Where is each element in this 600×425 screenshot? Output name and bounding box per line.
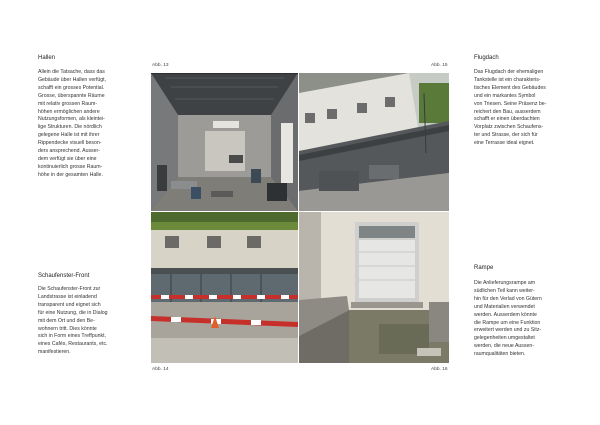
heading-schaufenster-front: Schaufenster-Front bbox=[38, 273, 90, 279]
caption-abb-14: Abb. 14 bbox=[152, 367, 169, 372]
caption-abb-16: Abb. 16 bbox=[431, 367, 448, 372]
text-flugdach: Das Flugdach der ehemaligen Tankstelle ist ein charakteris- tisches Element des Gebäudes und ein markantes Symbol von Triesen. Seine Präsenz be- reichert den Bau, ausserdem schafft er einen überdachten Vorplatz zwischen Schaufens- ter und Strasse, der sich für eine Terrasse ideal eignet. bbox=[474, 69, 547, 147]
photo-shop-front bbox=[151, 212, 298, 363]
photo-ramp bbox=[299, 212, 449, 363]
text-rampe: Die Anlieferungsrampe am südlichen Teil kann weiter- hin für den Verlad von Gütern und Materialien verwendet werden. Ausserdem könnte die Rampe um eine Funktion erweitert werden und zu Sitz- gelegenheiten umgestaltet werden, die neue Aussen- raumqualitäten bieten. bbox=[474, 280, 542, 358]
heading-hallen: Hallen bbox=[38, 55, 56, 61]
caption-abb-13: Abb. 13 bbox=[152, 63, 169, 68]
photo-hall-interior bbox=[151, 73, 298, 211]
heading-rampe: Rampe bbox=[474, 265, 494, 271]
text-hallen: Allein die Tatsache, dass das Gebäude über Hallen verfügt, schafft ein grosses Potential. Grosse, überspannte Räume mit relativ grossen Raum- höhen ermöglichen andere Nutzungsformen, als kleintei- lige Strukturen. Die nördlich gelegene Halle ist mit ihrer Rippendecke visuell beson- ders ansprechend. Ausser- dem verfügt sie über eine kontinuierlich grosse Raum- höhe in der gesamten Halle. bbox=[38, 69, 107, 178]
heading-flugdach: Flugdach bbox=[474, 55, 499, 61]
photo-canopy bbox=[299, 73, 449, 211]
text-schaufenster-front: Die Schaufenster-Front zur Landstrasse ist einladend transparent und eignet sich für eine Nutzung, die in Dialog mit dem Ort und den Be- wohnern tritt. Dies könnte sich in Form eines Treffpunkt, eines Cafés, Restaurants, etc. manifestieren. bbox=[38, 286, 108, 356]
caption-abb-15: Abb. 15 bbox=[431, 63, 448, 68]
